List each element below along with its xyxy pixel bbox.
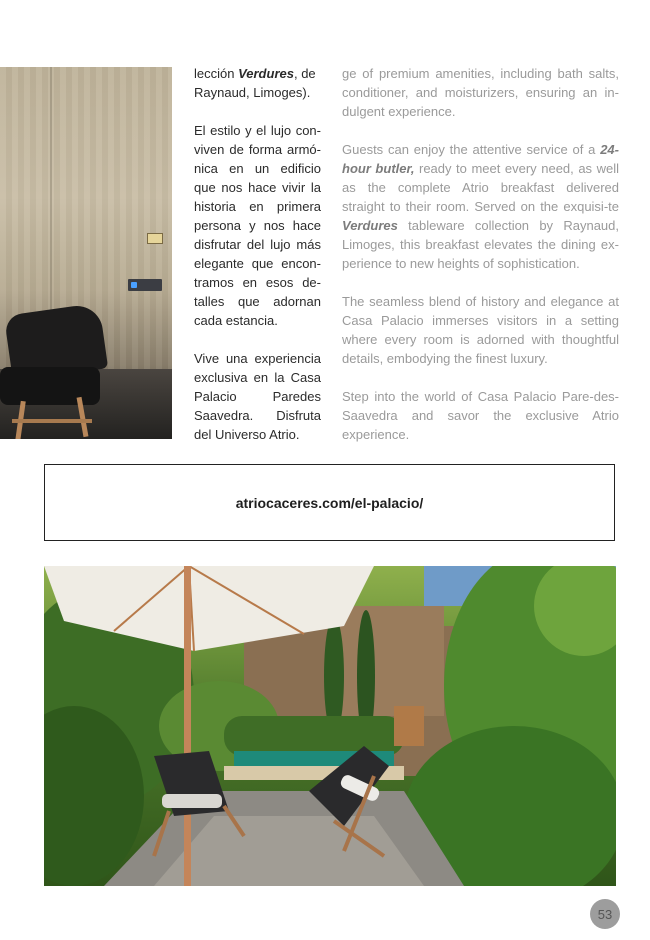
english-paragraph-1: ge of premium amenities, including bath salts, conditioner, and moisturizers, ensuring an in-dulgent experience. — [342, 66, 619, 119]
light-switch — [147, 233, 163, 244]
building — [334, 606, 444, 716]
emphasis-verdures: Verdures — [238, 66, 294, 81]
lounge-chair-cushion — [162, 794, 222, 808]
armchair-seat — [0, 367, 100, 405]
wooden-door — [394, 706, 424, 746]
control-panel — [128, 279, 162, 291]
link-box — [44, 464, 615, 541]
umbrella-pole — [184, 566, 191, 886]
armchair-rail — [12, 419, 92, 423]
garden-terrace-photo — [44, 566, 616, 886]
spanish-paragraph-1 — [194, 64, 321, 102]
spanish-text-column — [194, 64, 321, 444]
spanish-paragraph-3: Vive una experiencia exclusiva en la Casa Palacio Paredes Saavedra. Disfruta del Universo Atrio. — [194, 351, 321, 442]
text-span: Raynaud, Limoges). — [194, 85, 311, 100]
text-span: , de — [293, 66, 316, 81]
emphasis-verdures: Verdures — [342, 218, 398, 233]
garden-scene — [44, 566, 616, 886]
text-span: lección — [194, 66, 239, 81]
english-paragraph-4: Step into the world of Casa Palacio Pare-des-Saavedra and savor the exclusive Atrio experience. — [342, 389, 619, 442]
website-link[interactable]: atriocaceres.com/el-palacio/ — [235, 494, 424, 511]
emphasis-butler: 24-hour butler, — [342, 142, 619, 176]
english-paragraph-2 — [342, 140, 619, 273]
page-number: 53 — [590, 899, 620, 929]
spanish-paragraph-2: El estilo y el lujo con-viven de forma armó-nica en un edificio que nos hace vivir la historia en primera persona y nos hace disfrutar del lujo más elegante que encon-tramos en esos de-talles que adornan cada estancia. — [194, 123, 321, 328]
text-span: ready to meet every need, as well as the complete Atrio breakfast delivered straight to their room. Served on the exquisi-te — [342, 161, 619, 214]
english-text-column — [342, 64, 619, 444]
english-paragraph-3: The seamless blend of history and elegance at Casa Palacio immerses visitors in a setting where every room is adorned with thoughtful details, embodying the finest luxury. — [342, 294, 619, 366]
text-span: Guests can enjoy the attentive service of a — [342, 142, 601, 157]
hedge — [224, 716, 404, 756]
text-span: tableware collection by Raynaud, Limoges, this breakfast elevates the dining ex-perience to new heights of sophistication. — [342, 218, 619, 271]
interior-photo — [0, 67, 172, 439]
